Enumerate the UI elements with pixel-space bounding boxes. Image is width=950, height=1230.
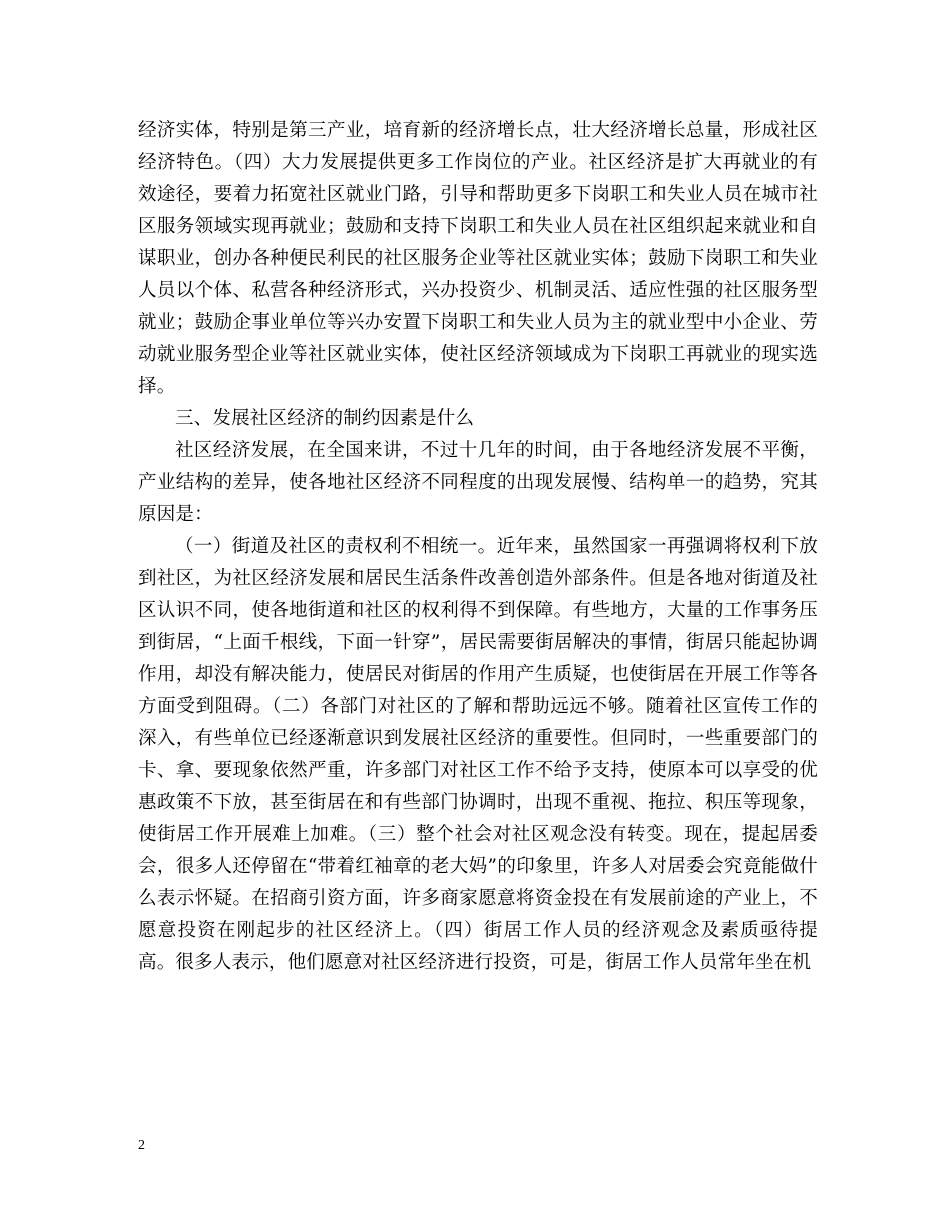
document-body bbox=[138, 115, 818, 979]
page-number: 2 bbox=[138, 1138, 145, 1153]
section-heading: 三、发展社区经济的制约因素是什么 bbox=[175, 408, 475, 429]
paragraph-continuation: 经济实体，特别是第三产业，培育新的经济增长点，壮大经济增长总量，形成社区经济特色。（四）大力发展提供更多工作岗位的产业。社区经济是扩大再就业的有效途径，要着力拓宽社区就业门路，引导和帮助更多下岗职工和失业人员在城市社区服务领域实现再就业；鼓励和支持下岗职工和失业人员在社区组织起来就业和自谋职业，创办各种便民利民的社区服务企业等社区就业实体；鼓励下岗职工和失业人员以个体、私营各种经济形式，兴办投资少、机制灵活、适应性强的社区服务型就业；鼓励企事业单位等兴办安置下岗职工和失业人员为主的就业型中小企业、劳动就业服务型企业等社区就业实体，使社区经济领域成为下岗职工再就业的现实选择。 bbox=[138, 120, 818, 397]
paragraph-intro: 社区经济发展，在全国来讲，不过十几年的时间，由于各地经济发展不平衡，产业结构的差异，使各地社区经济不同程度的出现发展慢、结构单一的趋势，究其原因是： bbox=[138, 440, 818, 525]
paragraph-factors: （一）街道及社区的责权利不相统一。近年来，虽然国家一再强调将权利下放到社区，为社区经济发展和居民生活条件改善创造外部条件。但是各地对街道及社区认识不同，使各地街道和社区的权利得不到保障。有些地方，大量的工作事务压到街居，“上面千根线，下面一针穿”，居民需要街居解决的事情，街居只能起协调作用，却没有解决能力，使居民对街居的作用产生质疑，也使街居在开展工作等各方面受到阻碍。（二）各部门对社区的了解和帮助远远不够。随着社区宣传工作的深入，有些单位已经逐渐意识到发展社区经济的重要性。但同时，一些重要部门的卡、拿、要现象依然严重，许多部门对社区工作不给予支持，使原本可以享受的优惠政策不下放，甚至街居在和有些部门协调时，出现不重视、拖拉、积压等现象，使街居工作开展难上加难。（三）整个社会对社区观念没有转变。现在，提起居委会，很多人还停留在“带着红袖章的老大妈”的印象里，许多人对居委会究竟能做什么表示怀疑。在招商引资方面，许多商家愿意将资金投在有发展前途的产业上，不愿意投资在刚起步的社区经济上。（四）街居工作人员的经济观念及素质亟待提高。很多人表示，他们愿意对社区经济进行投资，可是，街居工作人员常年坐在机 bbox=[138, 536, 818, 973]
